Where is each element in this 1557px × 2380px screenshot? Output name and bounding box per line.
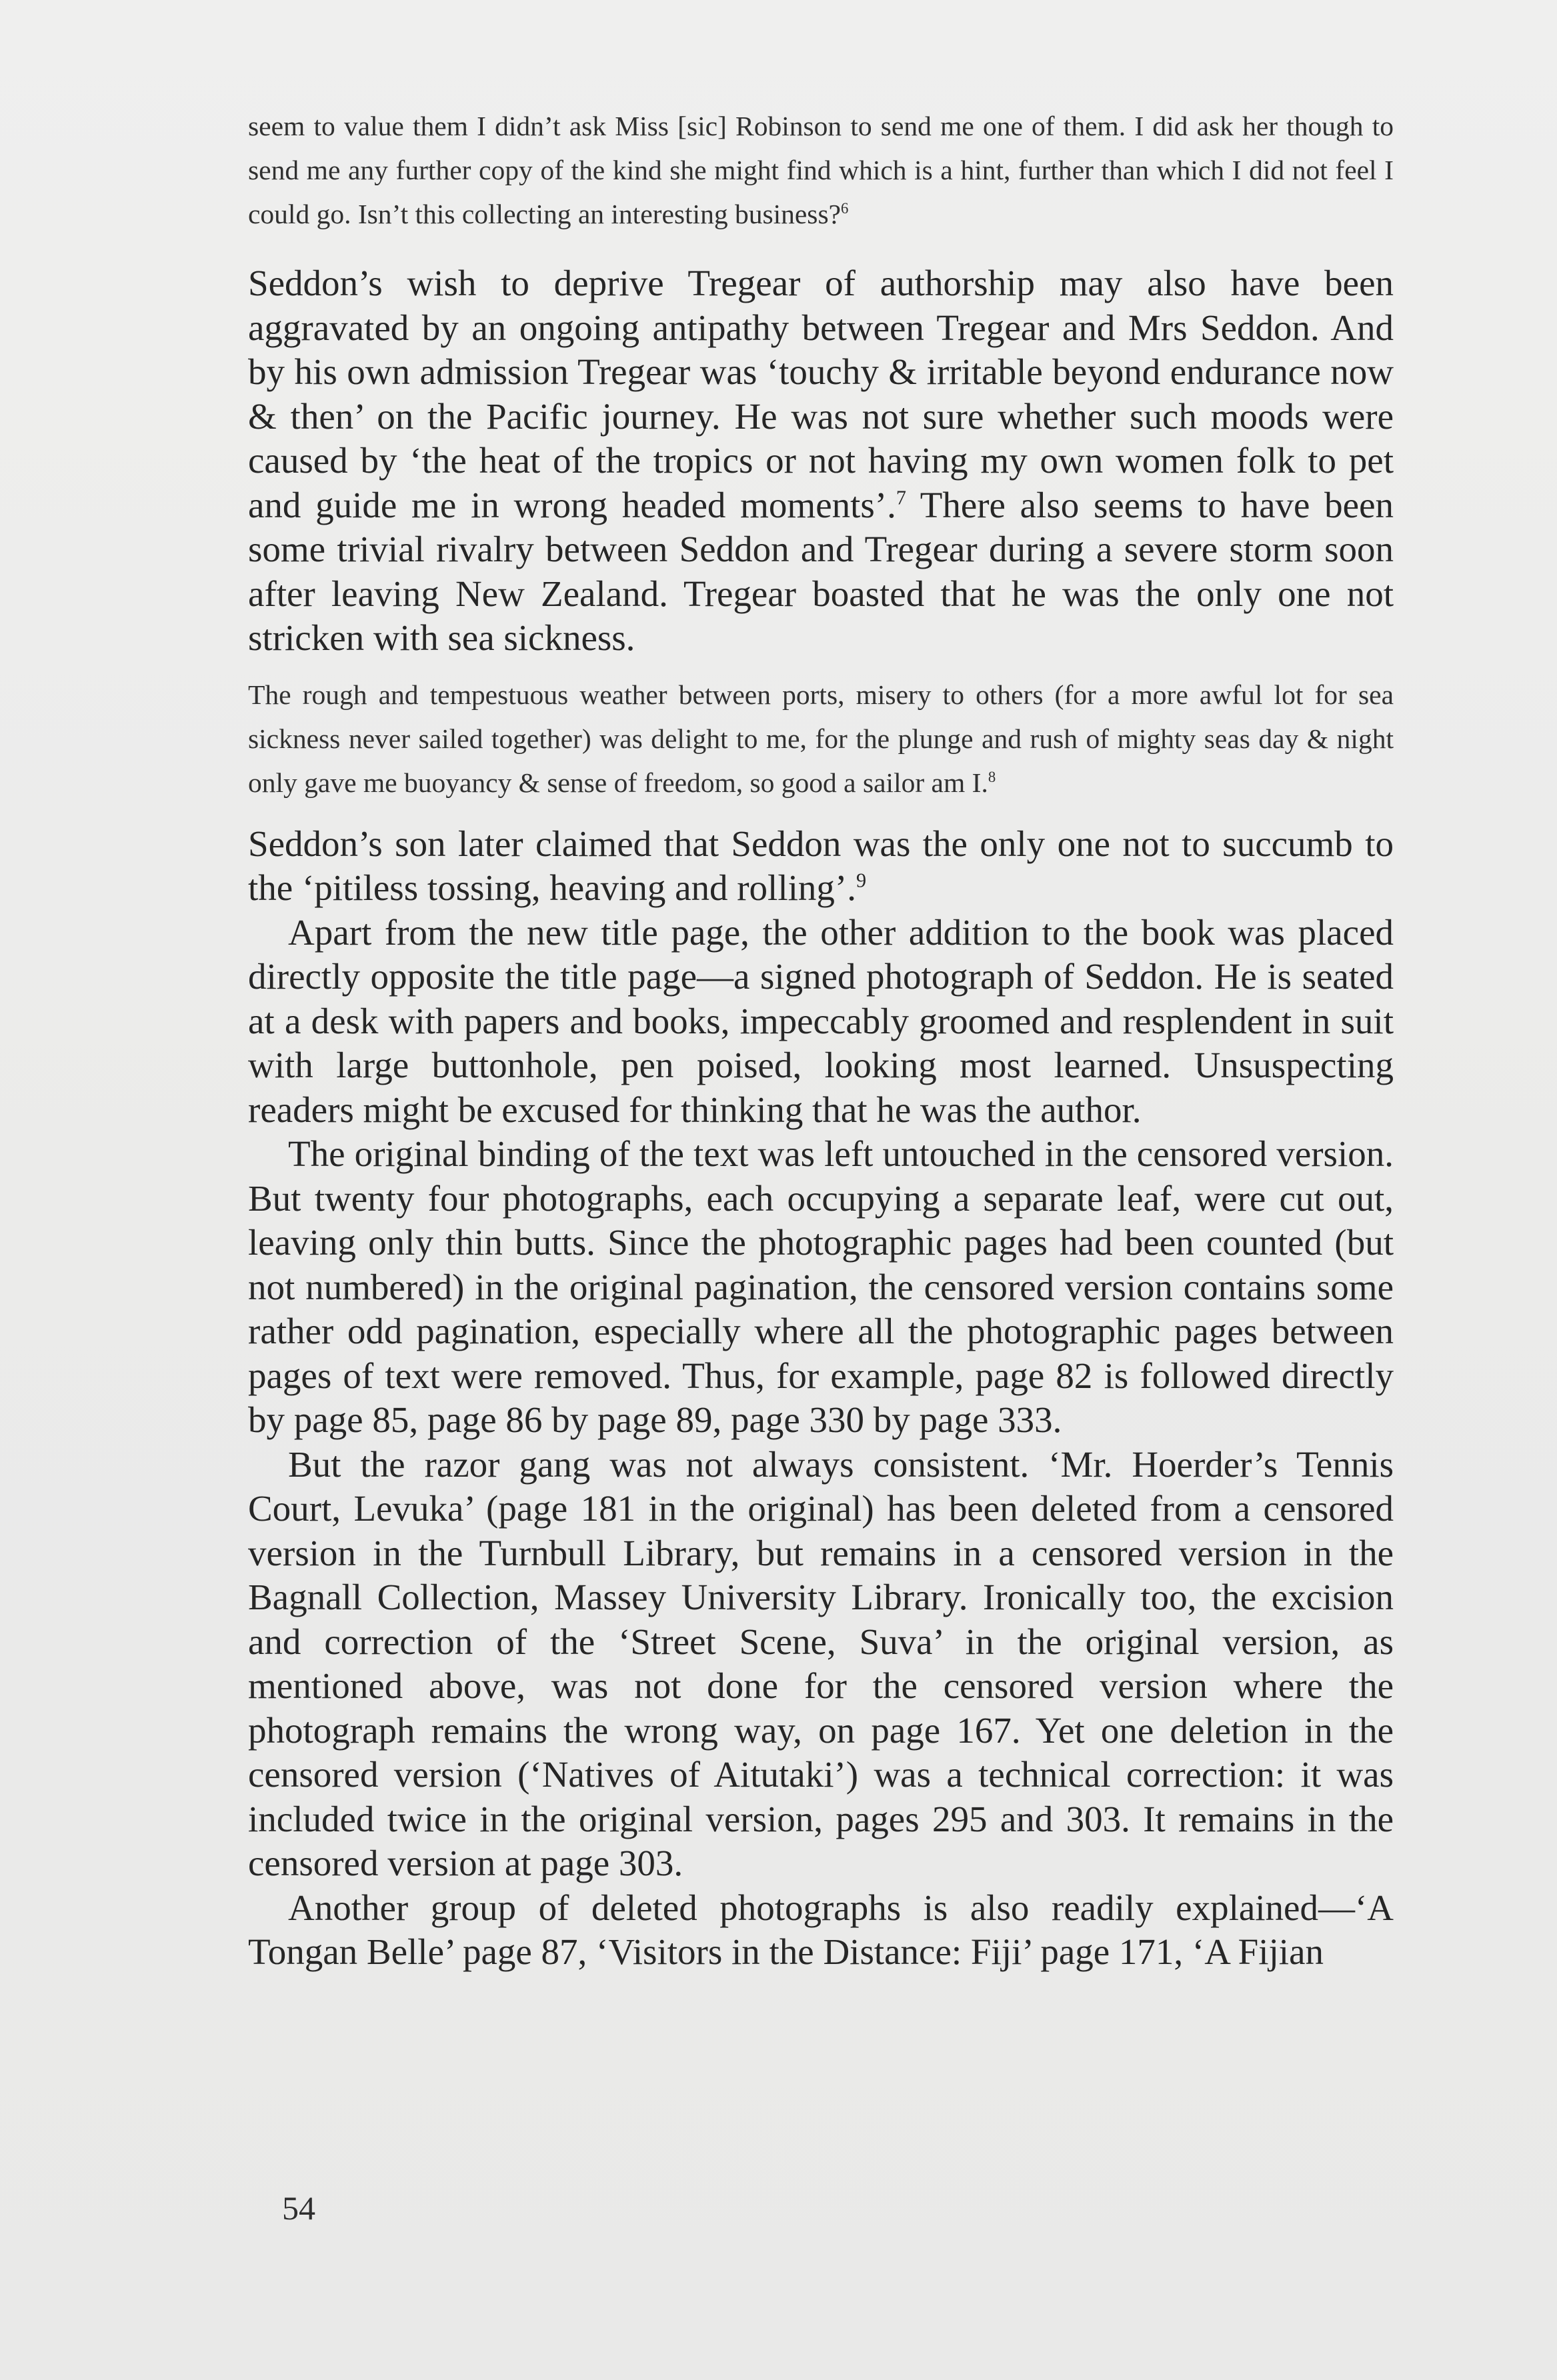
paragraph-tregear-authorship bbox=[248, 261, 1394, 661]
paragraph-seddon-son bbox=[248, 822, 1394, 911]
footnote-ref-9: 9 bbox=[856, 869, 867, 892]
block-quote-letter bbox=[248, 104, 1394, 236]
footnote-ref-8: 8 bbox=[988, 768, 996, 785]
paragraph-binding: The original binding of the text was left untouched in the censored version. But twenty four photographs, each occupying a separate leaf, were cut out, leaving only thin butts. Since the photographic pages had been counted (but not numbered) in the original pagination, the censored version contains some rather odd pagination, especially where all the photographic pages between pages of text were removed. Thus, for example, page 82 is followed directly by page 85, page 86 by page 89, page 330 by page 333. bbox=[248, 1133, 1394, 1440]
quote-text: The rough and tempestuous weather between ports, misery to others (for a more awful lot for sea sickness never sailed together) was delight to me, for the plunge and rush of mighty seas day & night only gave me buoyancy & sense of freedom, so good a sailor am I. bbox=[248, 679, 1394, 798]
paragraph-title-page: Apart from the new title page, the other addition to the book was placed directly opposite the title page—a signed photograph of Seddon. He is seated at a desk with papers and books, impeccably groomed and resplendent in suit with large buttonhole, pen poised, looking most learned. Unsuspecting readers might be excused for thinking that he was the author. bbox=[248, 911, 1394, 1130]
paragraph-razor-gang: But the razor gang was not always consistent. ‘Mr. Hoerder’s Tennis Court, Levuka’ (page 181 in the original) has been deleted from a censored version in the Turnbull Library, but remains in a censored version in the Bagnall Collection, Massey University Library. Ironically too, the excision and correction of the ‘Street Scene, Suva’ in the original version, as mentioned above, was not done for the censored version where the photograph remains the wrong way, on page 167. Yet one deletion in the censored version (‘Natives of Aitutaki’) was a technical correction: it was included twice in the original version, pages 295 and 303. It remains in the censored version at page 303. bbox=[248, 1443, 1394, 1883]
block-quote-weather bbox=[248, 673, 1394, 805]
paragraph-text-continued: There also seems to have been some trivial rivalry between Seddon and Tregear during a severe storm soon after leaving New Zealand. Tregear boasted that he was the only one not stricken with sea sickness. bbox=[248, 484, 1394, 658]
text-column bbox=[248, 104, 1394, 1975]
paragraph-text: Seddon’s son later claimed that Seddon was the only one not to succumb to the ‘pitiless tossing, heaving and rolling’. bbox=[248, 823, 1394, 908]
paragraph-deleted-photographs: Another group of deleted photographs is also readily explained—‘A Tongan Belle’ page 87, ‘Visitors in the Distance: Fiji’ page 171, ‘A Fijian bbox=[248, 1887, 1394, 1972]
footnote-ref-7: 7 bbox=[896, 486, 906, 509]
footnote-ref-6: 6 bbox=[841, 200, 849, 217]
quote-text: seem to value them I didn’t ask Miss [sic] Robinson to send me one of them. I did ask her though to send me any further copy of the kind she might find which is a hint, further than which I did not feel I could go. Isn’t this collecting an interesting business? bbox=[248, 111, 1394, 229]
paragraph-text: Seddon’s wish to deprive Tregear of authorship may also have been aggravated by an ongoing antipathy between Tregear and Mrs Seddon. And by his own admission Tregear was ‘touchy & irritable beyond endurance now & then’ on the Pacific journey. He was not sure whether such moods were caused by ‘the heat of the tropics or not having my own women folk to pet and guide me in wrong headed moments’. bbox=[248, 263, 1394, 525]
page-number: 54 bbox=[282, 2189, 315, 2227]
